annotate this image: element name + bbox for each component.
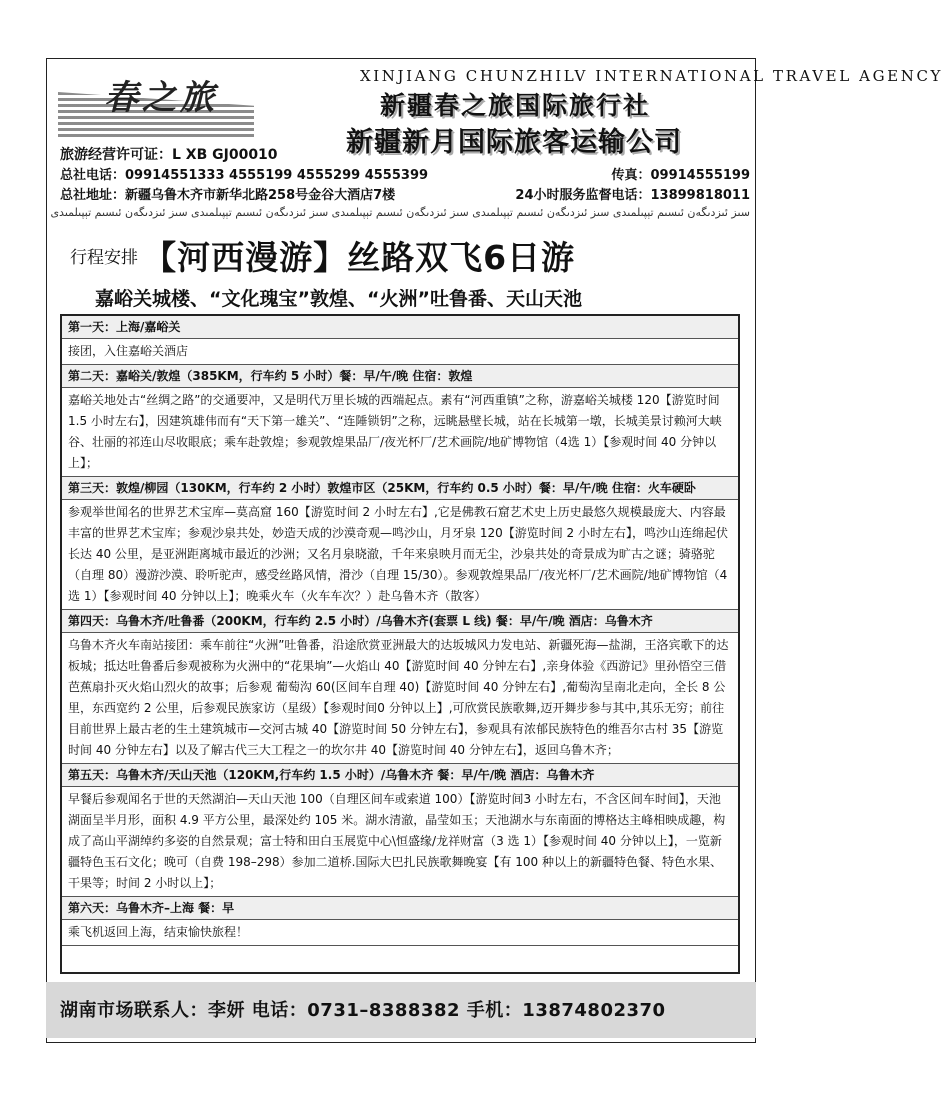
contact-info (60, 164, 750, 204)
day-4-header: 第四天：乌鲁木齐/吐鲁番（200KM，行车约 2.5 小时）/乌鲁木齐(套票 L 线) 餐：早/午/晚 酒店：乌鲁木齐 (62, 610, 738, 633)
title-main: 【河西漫游】丝路双飞6日游 (143, 238, 576, 277)
footer-contact: 湖南市场联系人：李妍 电话：0731–8388382 手机：13874802370 (60, 1000, 666, 1021)
day-5-header: 第五天：乌鲁木齐/天山天池（120KM,行车约 1.5 小时）/乌鲁木齐 餐：早/午/晚 酒店：乌鲁木齐 (62, 764, 738, 787)
day-1-body: 接团，入住嘉峪关酒店 (62, 339, 738, 365)
fax-line: 传真：09914555199 (611, 168, 750, 183)
agency-chinese-name: 新疆春之旅国际旅行社 (380, 91, 651, 120)
day-5-body: 早餐后参观闻名于世的天然湖泊—天山天池 100（自理区间车或索道 100）【游览时间3 小时左右，不含区间车时间】，天池湖面呈半月形，面积 4.9 平方公里，最深处约 105 米。湖水清澈，晶莹如玉；天池湖水与东南面的博格达主峰相映成趣，构成了高山平湖绰约多姿的自然景观；富士特和田白玉展览中心\恒盛缘/龙祥财富（3 选 1）【参观时间 40 分钟以上】，一览新疆特色玉石文化；晚可（自费 198–298）参加二道桥.国际大巴扎民族歌舞晚宴【有 100 种以上的新疆特色餐、特色水果、干果等；时间 2 小时以上】； (62, 787, 738, 897)
day-2-header: 第二天：嘉峪关/敦煌（385KM，行车约 5 小时）餐：早/午/晚 住宿：敦煌 (62, 365, 738, 388)
transport-company-name: 新疆新月国际旅客运输公司 (346, 127, 682, 158)
tour-subtitle: 嘉峪关城楼、“文化瑰宝”敦煌、“火洲”吐鲁番、天山天池 (95, 288, 582, 310)
license-number: 旅游经营许可证：L XB GJ00010 (60, 147, 278, 163)
day-1-header: 第一天：上海/嘉峪关 (62, 316, 738, 339)
title-prefix: 行程安排 (70, 248, 138, 268)
agency-english-name: XINJIANG CHUNZHILV INTERNATIONAL TRAVEL AGENCY (360, 67, 943, 85)
tour-title (70, 232, 575, 279)
itinerary-table (60, 314, 740, 974)
phone-line: 总社电话：09914551333 4555199 4555299 4555399 (60, 168, 429, 183)
day-6-header: 第六天：乌鲁木齐–上海 餐：早 (62, 897, 738, 920)
logo-text: 春之旅 (104, 78, 218, 118)
hotline-line: 24小时服务监督电话：13899818011 (515, 188, 750, 203)
day-6-body: 乘飞机返回上海，结束愉快旅程！ (62, 920, 738, 946)
address-line: 总社地址：新疆乌鲁木齐市新华北路258号金谷大酒店7楼 (60, 188, 396, 203)
agency-logo (58, 70, 254, 140)
day-4-body: 乌鲁木齐火车南站接团：乘车前往“火洲”吐鲁番，沿途欣赏亚洲最大的达坂城风力发电站、新疆死海—盐湖，王洛宾歌下的达板城；抵达吐鲁番后参观被称为火洲中的“花果垧”—火焰山 40【游览时间 40 分钟左右】,亲身体验《西游记》里孙悟空三借芭蕉扇扑灭火焰山烈火的故事；后参观 葡萄沟 60(区间车自理 40)【游览时间 40 分钟左右】,葡萄沟呈南北走向，全长 8 公里，东西宽约 2 公里，后参观民族家访（星级）【参观时间0 分钟以上】,可欣赏民族歌舞,迈开舞步参与其中,其乐无穷；前往目前世界上最古老的生土建筑城市—交河古城 40【游览时间 50 分钟左右】，参观具有浓郁民族特色的维吾尔古村 35【游览时间 40 分钟左右】以及了解古代三大工程之一的坎尔井 40【游览时间 40 分钟左右】，返回乌鲁木齐； (62, 633, 738, 764)
day-3-body: 参观举世闻名的世界艺术宝库—莫高窟 160【游览时间 2 小时左右】,它是佛教石窟艺术史上历史最悠久规模最庞大、内容最丰富的世界艺术宝库；参观沙泉共处，妙造天成的沙漠奇观—鸣沙山，月牙泉 120【游览时间 2 小时左右】，鸣沙山连绵起伏长达 40 公里，是亚洲距离城市最近的沙洲；又名月泉晓澈，千年来泉映月而无尘，沙泉共处的奇景成为旷古之谜；骑骆驼（自理 80）漫游沙漠、聆听驼声，感受丝路风情，滑沙（自理 15/30）。参观敦煌果品厂/夜光杯厂/艺术画院/地矿博物馆（4 选 1）【参观时间 40 分钟以上】；晚乘火车（火车车次？）赴乌鲁木齐（散客） (62, 500, 738, 610)
day-2-body: 嘉峪关地处古“丝绸之路”的交通要冲，又是明代万里长城的西端起点。素有“河西重镇”之称，游嘉峪关城楼 120【游览时间 1.5 小时左右】，因建筑雄伟而有“天下第一雄关”、“连陲锁钥”之称，远眺悬壁长城，站在长城第一墩，长城美景讨赖河大峡谷、壮丽的祁连山尽收眼底；乘车赴敦煌；参观敦煌果品厂/夜光杯厂/艺术画院/地矿博物馆（4选 1）【参观时间 40 分钟以上】； (62, 388, 738, 477)
day-3-header: 第三天：敦煌/柳园（130KM，行车约 2 小时）敦煌市区（25KM，行车约 0.5 小时）餐：早/午/晚 住宿：火车硬卧 (62, 477, 738, 500)
uyghur-text-line: سىز ئىزدىگەن ئىسىم تېپىلمىدى سىز ئىزدىگەن ئىسىم تېپىلمىدى سىز ئىزدىگەن ئىسىم تېپىلمىدى سىز ئىزدىگەن ئىسىم تېپىلمىدى سىز ئىزدىگەن ئىسىم تېپىلمىدى (50, 206, 750, 219)
